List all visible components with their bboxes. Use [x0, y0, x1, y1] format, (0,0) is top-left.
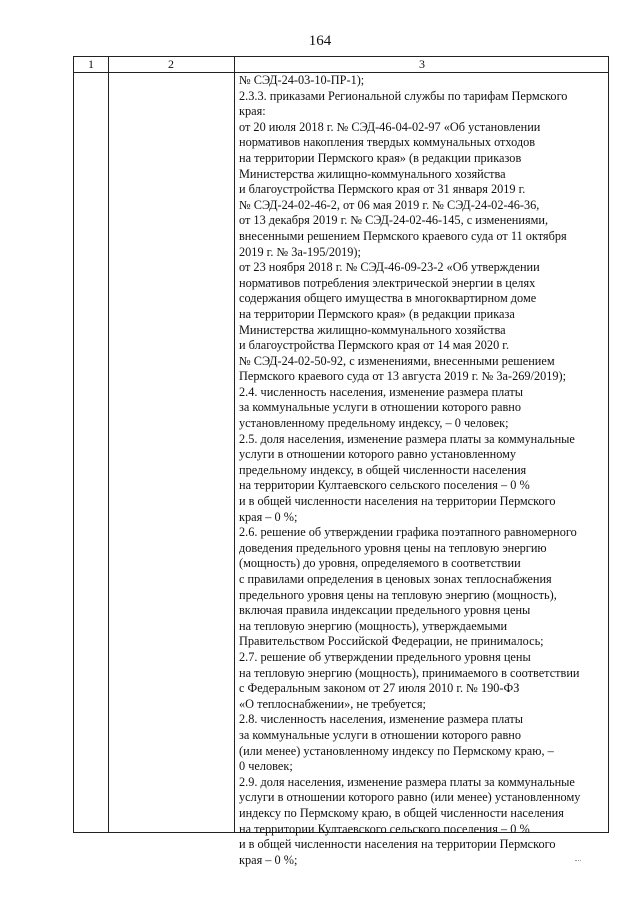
- scan-mark: [285, 860, 293, 861]
- text-line: и в общей численности населения на территории Пермского: [239, 837, 556, 852]
- text-line: 2.5. доля населения, изменение размера платы за коммунальные: [239, 431, 575, 446]
- text-line: на территории Пермского края» (в редакции приказа: [239, 306, 515, 321]
- text-line: № СЭД-24-03-10-ПР-1);: [239, 73, 365, 87]
- text-line: на тепловую энергию (мощность), принимаемого в соответствии: [239, 665, 580, 680]
- text-line: № СЭД-24-02-50-92, с изменениями, внесенными решением: [239, 353, 555, 368]
- text-line: Правительством Российской Федерации, не принималось;: [239, 634, 544, 649]
- text-line: с правилами определения в ценовых зонах теплоснабжения: [239, 572, 552, 586]
- text-line: предельного уровня цены на тепловую энергию (мощность),: [239, 587, 557, 602]
- text-line: индексу по Пермскому краю, в общей численности населения: [239, 805, 564, 820]
- text-line: Министерства жилищно-коммунального хозяйства: [239, 166, 506, 181]
- text-line: 2.6. решение об утверждении графика поэтапного равномерного: [239, 525, 577, 540]
- text-line: услуги в отношении которого равно установленному: [239, 447, 517, 462]
- text-line: 2.9. доля населения, изменение размера платы за коммунальные: [239, 774, 575, 789]
- text-line: от 13 декабря 2019 г. № СЭД-24-02-46-145, с изменениями,: [239, 213, 549, 228]
- text-line: 2019 г. № 3а-195/2019);: [239, 244, 361, 259]
- text-line: края – 0 %;: [239, 852, 298, 867]
- text-line: 2.4. численность населения, изменение размера платы: [239, 384, 524, 399]
- text-line: Министерства жилищно-коммунального хозяйства: [239, 322, 506, 337]
- column-header-1: 1: [88, 57, 94, 71]
- text-line: предельному индексу, в общей численности населения: [239, 462, 527, 477]
- text-line: за коммунальные услуги в отношении которого равно: [239, 727, 522, 742]
- text-line: внесенными решением Пермского краевого суда от 11 октября: [239, 228, 567, 243]
- text-line: Пермского краевого суда от 13 августа 2019 г. № 3а-269/2019);: [239, 369, 567, 384]
- text-line: (мощность) до уровня, определяемого в соответствии: [239, 556, 521, 571]
- text-line: услуги в отношении которого равно (или менее) установленному: [239, 790, 581, 805]
- text-line: и благоустройства Пермского края от 14 мая 2020 г.: [239, 338, 510, 353]
- text-line: на территории Култаевского сельского поселения – 0 %: [239, 821, 530, 836]
- document-table: [73, 56, 609, 867]
- text-line: на территории Култаевского сельского поселения – 0 %: [239, 478, 530, 493]
- text-line: доведения предельного уровня цены на тепловую энергию: [239, 540, 547, 555]
- text-line: № СЭД-24-02-46-2, от 06 мая 2019 г. № СЭД-24-02-46-36,: [239, 197, 540, 212]
- column-header-2: 2: [168, 57, 174, 71]
- text-line: на территории Пермского края» (в редакции приказов: [239, 150, 522, 165]
- text-line: и благоустройства Пермского края от 31 января 2019 г.: [239, 182, 526, 197]
- text-line: установленному предельному индексу, – 0 человек;: [239, 416, 509, 431]
- text-line: края:: [239, 104, 266, 119]
- scan-mark: [575, 860, 581, 861]
- text-line: от 23 ноября 2018 г. № СЭД-46-09-23-2 «Об утверждении: [239, 260, 540, 275]
- column-3-text: [239, 73, 605, 868]
- text-line: и в общей численности населения на территории Пермского: [239, 494, 556, 509]
- text-line: «О теплоснабжении», не требуется;: [239, 696, 426, 711]
- text-line: 0 человек;: [239, 759, 293, 774]
- text-line: от 20 июля 2018 г. № СЭД-46-04-02-97 «Об установлении: [239, 119, 541, 134]
- text-line: нормативов потребления электрической энергии в целях: [239, 275, 536, 290]
- text-line: включая правила индексации предельного уровня цены: [239, 603, 531, 618]
- text-line: 2.3.3. приказами Региональной службы по тарифам Пермского: [239, 88, 568, 103]
- column-divider-2: [234, 57, 235, 832]
- text-line: 2.8. численность населения, изменение размера платы: [239, 712, 524, 727]
- column-divider-1: [108, 57, 109, 832]
- text-line: на тепловую энергию (мощность), утверждаемыми: [239, 618, 508, 633]
- column-header-3: 3: [419, 57, 425, 71]
- text-line: за коммунальные услуги в отношении которого равно: [239, 400, 522, 415]
- text-line: края – 0 %;: [239, 509, 298, 524]
- text-line: нормативов накопления твердых коммунальных отходов: [239, 135, 536, 150]
- text-line: с Федеральным законом от 27 июля 2010 г. № 190-ФЗ: [239, 681, 520, 696]
- page-number: 164: [308, 33, 332, 49]
- text-line: 2.7. решение об утверждении предельного уровня цены: [239, 649, 531, 664]
- text-line: содержания общего имущества в многоквартирном доме: [239, 291, 537, 306]
- text-line: (или менее) установленному индексу по Пермскому краю, –: [239, 743, 554, 758]
